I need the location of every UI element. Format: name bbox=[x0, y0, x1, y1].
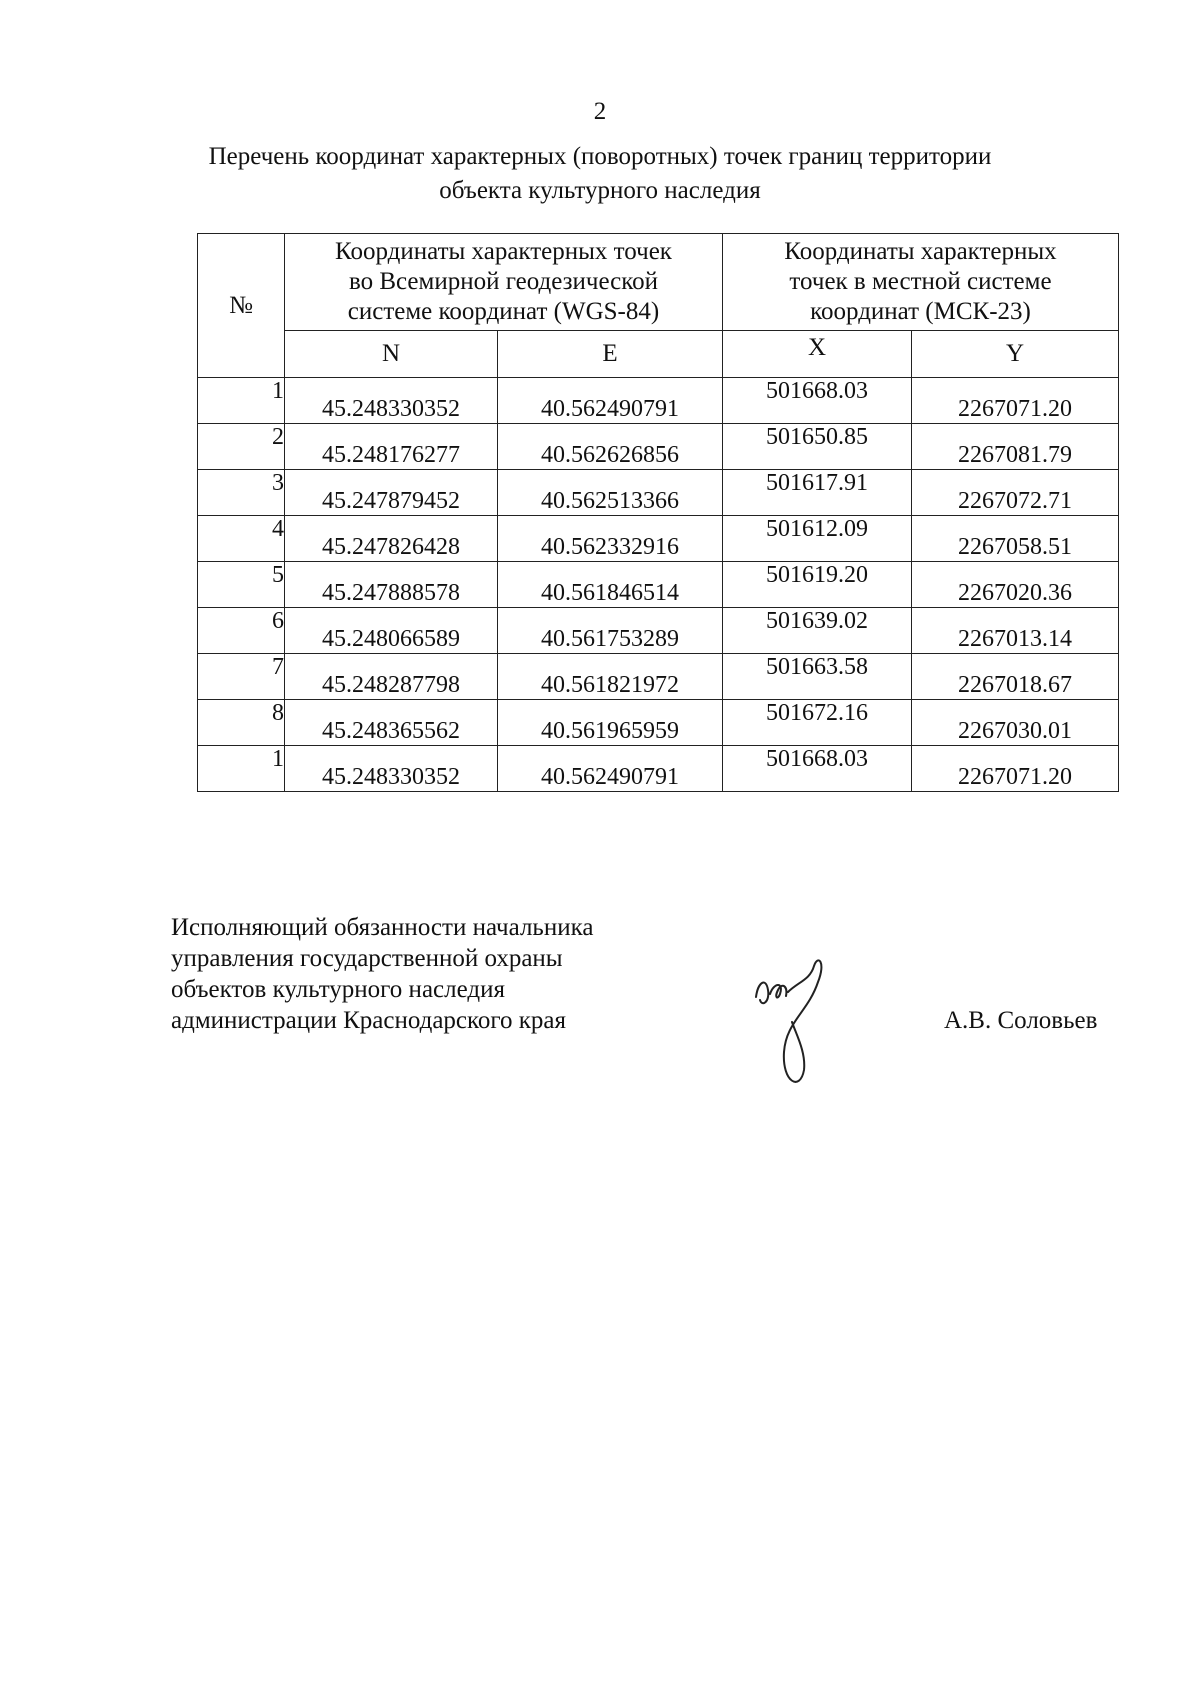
cell-x: 501663.58 bbox=[723, 654, 912, 700]
table-row bbox=[198, 424, 1119, 470]
table-row bbox=[198, 608, 1119, 654]
cell-number: 1 bbox=[198, 378, 285, 424]
cell-e: 40.561846514 bbox=[498, 562, 723, 608]
cell-number: 7 bbox=[198, 654, 285, 700]
cell-e: 40.562490791 bbox=[498, 746, 723, 792]
title-line-2: объекта культурного наследия bbox=[439, 177, 761, 204]
table-header-row bbox=[198, 234, 1119, 331]
cell-number: 8 bbox=[198, 700, 285, 746]
cell-number: 6 bbox=[198, 608, 285, 654]
cell-x: 501639.02 bbox=[723, 608, 912, 654]
signatory-line-3: объектов культурного наследия bbox=[171, 976, 505, 1003]
cell-x: 501617.91 bbox=[723, 470, 912, 516]
cell-x: 501672.16 bbox=[723, 700, 912, 746]
cell-x: 501612.09 bbox=[723, 516, 912, 562]
document-title bbox=[150, 140, 1050, 208]
cell-n: 45.248330352 bbox=[285, 378, 498, 424]
header-e: E bbox=[498, 331, 723, 378]
signatory-line-2: управления государственной охраны bbox=[171, 945, 563, 972]
cell-n: 45.248066589 bbox=[285, 608, 498, 654]
cell-y: 2267058.51 bbox=[912, 516, 1119, 562]
cell-y: 2267071.20 bbox=[912, 378, 1119, 424]
cell-number: 5 bbox=[198, 562, 285, 608]
header-wgs84-line-1: Координаты характерных точек bbox=[335, 238, 672, 265]
cell-number: 4 bbox=[198, 516, 285, 562]
table-subheader-row bbox=[198, 331, 1119, 378]
header-y: Y bbox=[912, 331, 1119, 378]
header-msk23-line-1: Координаты характерных bbox=[784, 238, 1057, 265]
table-row bbox=[198, 562, 1119, 608]
cell-x: 501668.03 bbox=[723, 746, 912, 792]
cell-n: 45.247879452 bbox=[285, 470, 498, 516]
header-x: X bbox=[723, 331, 912, 378]
table-row bbox=[198, 470, 1119, 516]
cell-x: 501668.03 bbox=[723, 378, 912, 424]
header-number: № bbox=[198, 234, 285, 378]
table-row bbox=[198, 516, 1119, 562]
cell-number: 2 bbox=[198, 424, 285, 470]
cell-e: 40.561753289 bbox=[498, 608, 723, 654]
table-row bbox=[198, 654, 1119, 700]
coordinates-table bbox=[197, 233, 1119, 792]
table-row bbox=[198, 700, 1119, 746]
header-wgs84 bbox=[285, 234, 723, 331]
cell-y: 2267071.20 bbox=[912, 746, 1119, 792]
cell-x: 501619.20 bbox=[723, 562, 912, 608]
table-row bbox=[198, 746, 1119, 792]
table-body bbox=[198, 378, 1119, 792]
handwritten-signature bbox=[748, 952, 838, 1102]
signatory-line-1: Исполняющий обязанности начальника bbox=[171, 914, 594, 941]
cell-number: 1 bbox=[198, 746, 285, 792]
cell-y: 2267072.71 bbox=[912, 470, 1119, 516]
signatory-line-4: администрации Краснодарского края bbox=[171, 1007, 567, 1034]
header-msk23 bbox=[723, 234, 1119, 331]
cell-e: 40.562513366 bbox=[498, 470, 723, 516]
cell-n: 45.248330352 bbox=[285, 746, 498, 792]
cell-y: 2267030.01 bbox=[912, 700, 1119, 746]
cell-n: 45.248365562 bbox=[285, 700, 498, 746]
cell-number: 3 bbox=[198, 470, 285, 516]
title-line-1: Перечень координат характерных (поворотных) точек границ территории bbox=[208, 143, 992, 170]
cell-e: 40.561821972 bbox=[498, 654, 723, 700]
cell-n: 45.248176277 bbox=[285, 424, 498, 470]
cell-n: 45.247826428 bbox=[285, 516, 498, 562]
cell-e: 40.562490791 bbox=[498, 378, 723, 424]
cell-y: 2267020.36 bbox=[912, 562, 1119, 608]
cell-n: 45.247888578 bbox=[285, 562, 498, 608]
header-msk23-line-2: точек в местной системе bbox=[789, 268, 1052, 295]
header-n: N bbox=[285, 331, 498, 378]
cell-y: 2267081.79 bbox=[912, 424, 1119, 470]
cell-n: 45.248287798 bbox=[285, 654, 498, 700]
signer-name: А.В. Соловьев bbox=[944, 1007, 1098, 1034]
signatory-position bbox=[171, 912, 593, 1036]
cell-e: 40.561965959 bbox=[498, 700, 723, 746]
cell-e: 40.562332916 bbox=[498, 516, 723, 562]
header-wgs84-line-3: системе координат (WGS-84) bbox=[347, 298, 660, 325]
page-number: 2 bbox=[593, 98, 607, 125]
cell-y: 2267018.67 bbox=[912, 654, 1119, 700]
header-msk23-line-3: координат (МСК-23) bbox=[810, 298, 1031, 325]
header-wgs84-line-2: во Всемирной геодезической bbox=[348, 268, 659, 295]
cell-e: 40.562626856 bbox=[498, 424, 723, 470]
table-row bbox=[198, 378, 1119, 424]
cell-x: 501650.85 bbox=[723, 424, 912, 470]
cell-y: 2267013.14 bbox=[912, 608, 1119, 654]
